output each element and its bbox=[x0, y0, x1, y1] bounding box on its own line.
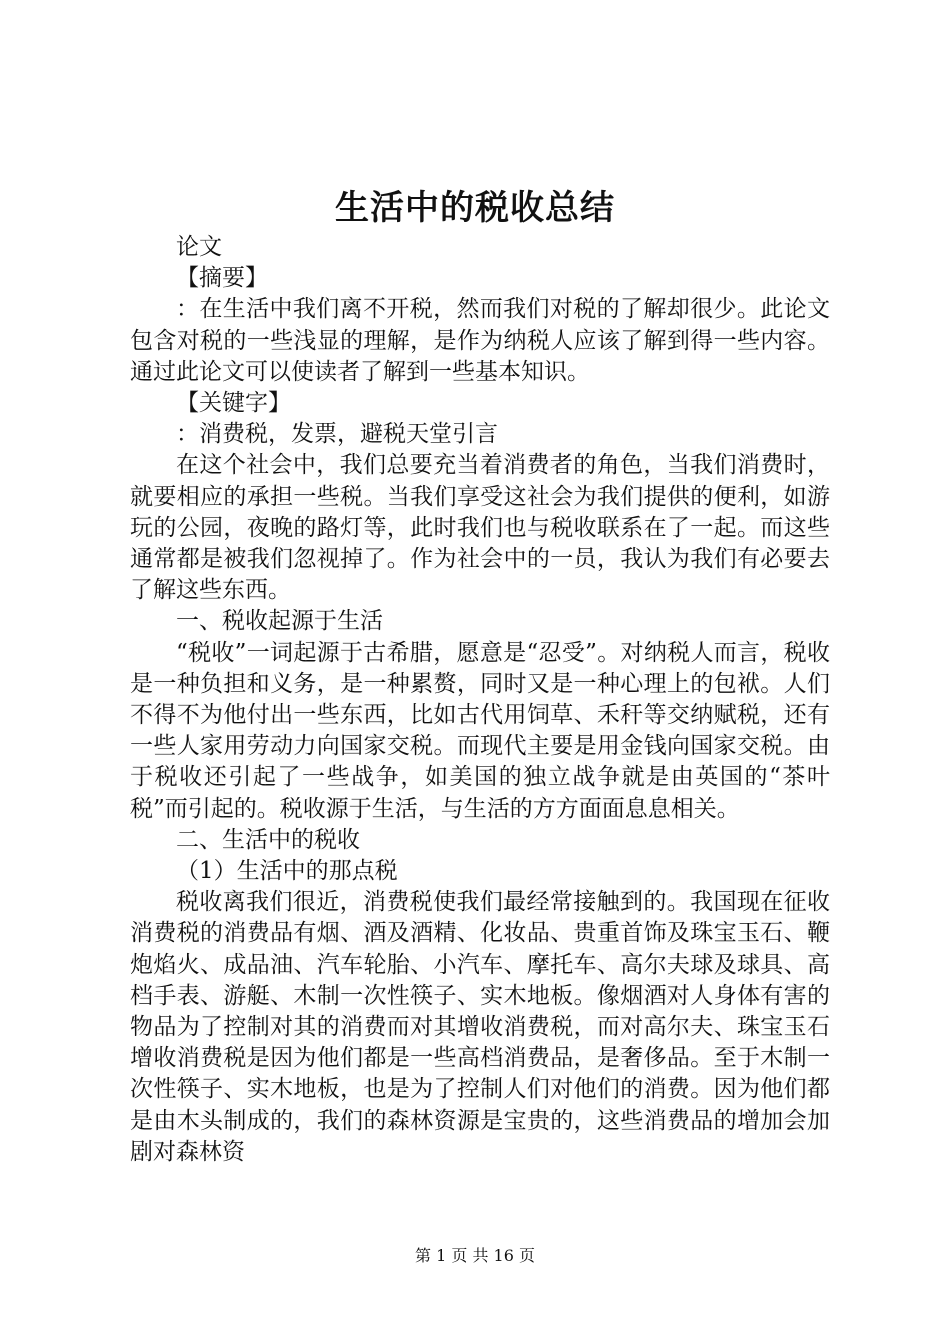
keywords-text: ：消费税，发票，避税天堂引言 bbox=[176, 421, 498, 448]
page-number-footer: 第 1 页 共 16 页 bbox=[415, 1246, 535, 1265]
keywords-heading: 【关键字】 bbox=[176, 390, 291, 417]
subsection-heading-2-1: （1）生活中的那点税 bbox=[176, 858, 398, 885]
document-title: 生活中的税收总结 bbox=[335, 188, 615, 228]
section-heading-1: 一、税收起源于生活 bbox=[176, 608, 383, 635]
subsection-2-1-paragraph: 税收离我们很近，消费税使我们最经常接触到的。我国现在征收消费税的消费品有烟、酒及酒精、化妆品、贵重首饰及珠宝玉石、鞭炮焰火、成品油、汽车轮胎、小汽车、摩托车、高尔夫球及球具、高档手表、游艇、木制一次性筷子、实木地板。像烟酒对人身体有害的物品为了控制对其的消费而对其增收消费税，而对高尔夫、珠宝玉石增收消费税是因为他们都是一些高档消费品，是奢侈品。至于木制一次性筷子、实木地板，也是为了控制人们对他们的消费。因为他们都是由木头制成的，我们的森林资源是宝贵的，这些消费品的增加会加剧对森林资 bbox=[130, 889, 830, 1165]
abstract-text: ：在生活中我们离不开税，然而我们对税的了解却很少。此论文包含对税的一些浅显的理解，是作为纳税人应该了解到得一些内容。通过此论文可以使读者了解到一些基本知识。 bbox=[130, 296, 830, 385]
section-heading-2: 二、生活中的税收 bbox=[176, 826, 360, 853]
section-1-paragraph: “税收”一词起源于古希腊，愿意是“忍受”。对纳税人而言，税收是一种负担和义务，是一种累赘，同时又是一种心理上的包袱。人们不得不为他付出一些东西，比如古代用饲草、禾秆等交纳赋税，还有一些人家用劳动力向国家交税。而现代主要是用金钱向国家交税。由于税收还引起了一些战争，如美国的独立战争就是由英国的“茶叶税”而引起的。税收源于生活，与生活的方方面面息息相关。 bbox=[130, 639, 830, 822]
paper-type-label: 论文 bbox=[176, 234, 222, 260]
intro-paragraph: 在这个社会中，我们总要充当着消费者的角色，当我们消费时，就要相应的承担一些税。当我们享受这社会为我们提供的便利，如游玩的公园，夜晚的路灯等，此时我们也与税收联系在了一起。而这些通常都是被我们忽视掉了。作为社会中的一员，我认为我们有必要去了解这些东西。 bbox=[130, 452, 830, 604]
abstract-heading: 【摘要】 bbox=[176, 265, 268, 292]
document-body bbox=[130, 232, 830, 1168]
